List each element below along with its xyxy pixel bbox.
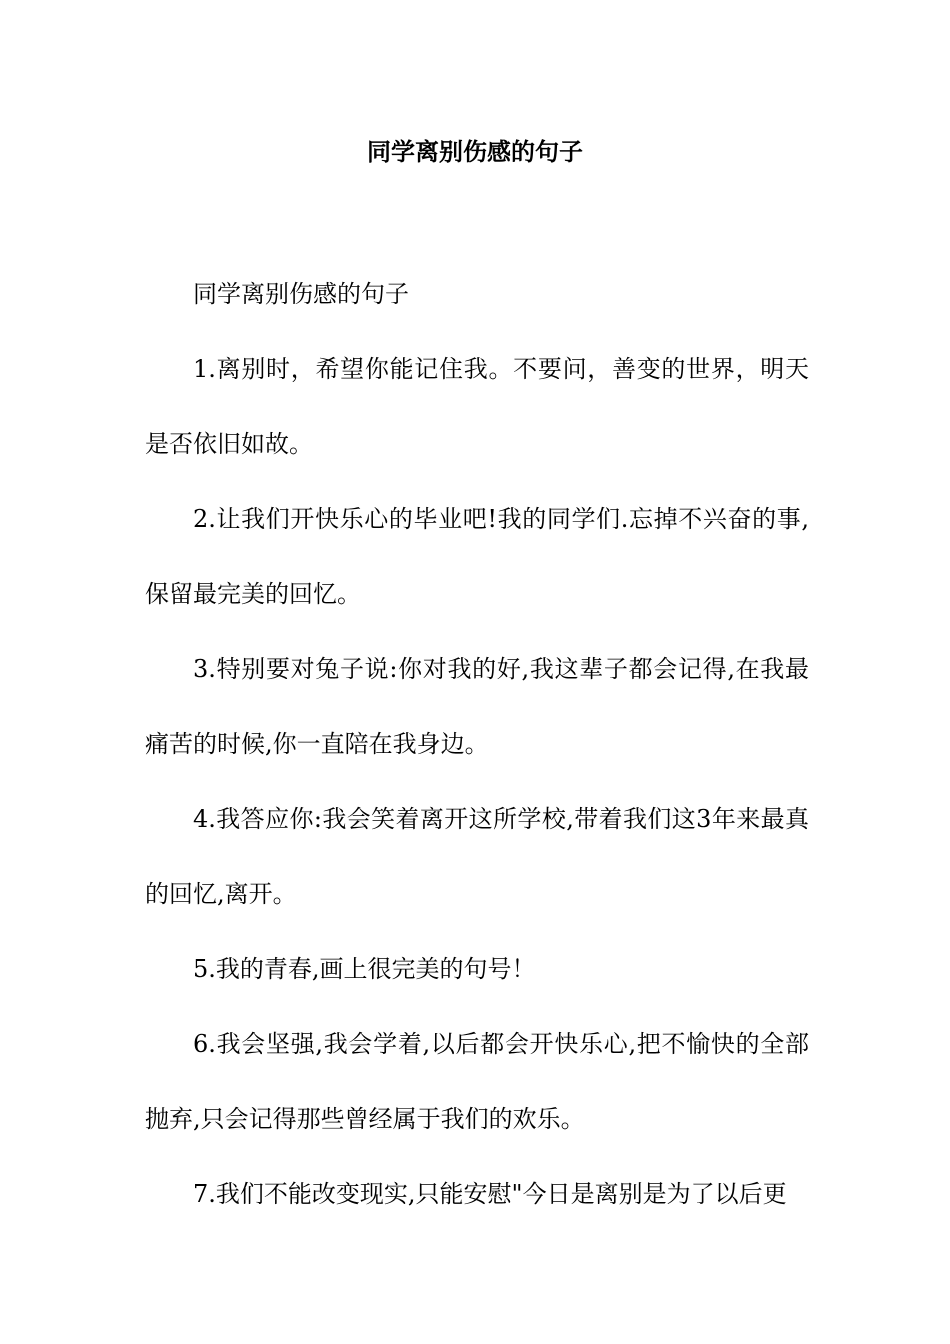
paragraph-item-3: 3.特别要对兔子说:你对我的好,我这辈子都会记得,在我最痛苦的时候,你一直陪在我身边。 bbox=[145, 655, 809, 758]
paragraph-heading: 同学离别伤感的句子 bbox=[193, 280, 409, 308]
document-body bbox=[145, 257, 809, 1232]
paragraph-item-5: 5.我的青春,画上很完美的句号！ bbox=[193, 955, 536, 983]
paragraph-item-1: 1.离别时，希望你能记住我。不要问，善变的世界，明天是否依旧如故。 bbox=[145, 355, 809, 458]
paragraph-item-2: 2.让我们开快乐心的毕业吧!我的同学们.忘掉不兴奋的事,保留最完美的回忆。 bbox=[145, 505, 809, 608]
paragraph-item-4: 4.我答应你:我会笑着离开这所学校,带着我们这3年来最真的回忆,离开。 bbox=[145, 805, 809, 908]
paragraph-item-6: 6.我会坚强,我会学着,以后都会开快乐心,把不愉快的全部抛弃,只会记得那些曾经属于我们的欢乐。 bbox=[145, 1030, 809, 1133]
document-title: 同学离别伤感的句子 bbox=[367, 137, 583, 166]
paragraph-item-7: 7.我们不能改变现实,只能安慰"今日是离别是为了以后更 bbox=[193, 1180, 787, 1208]
